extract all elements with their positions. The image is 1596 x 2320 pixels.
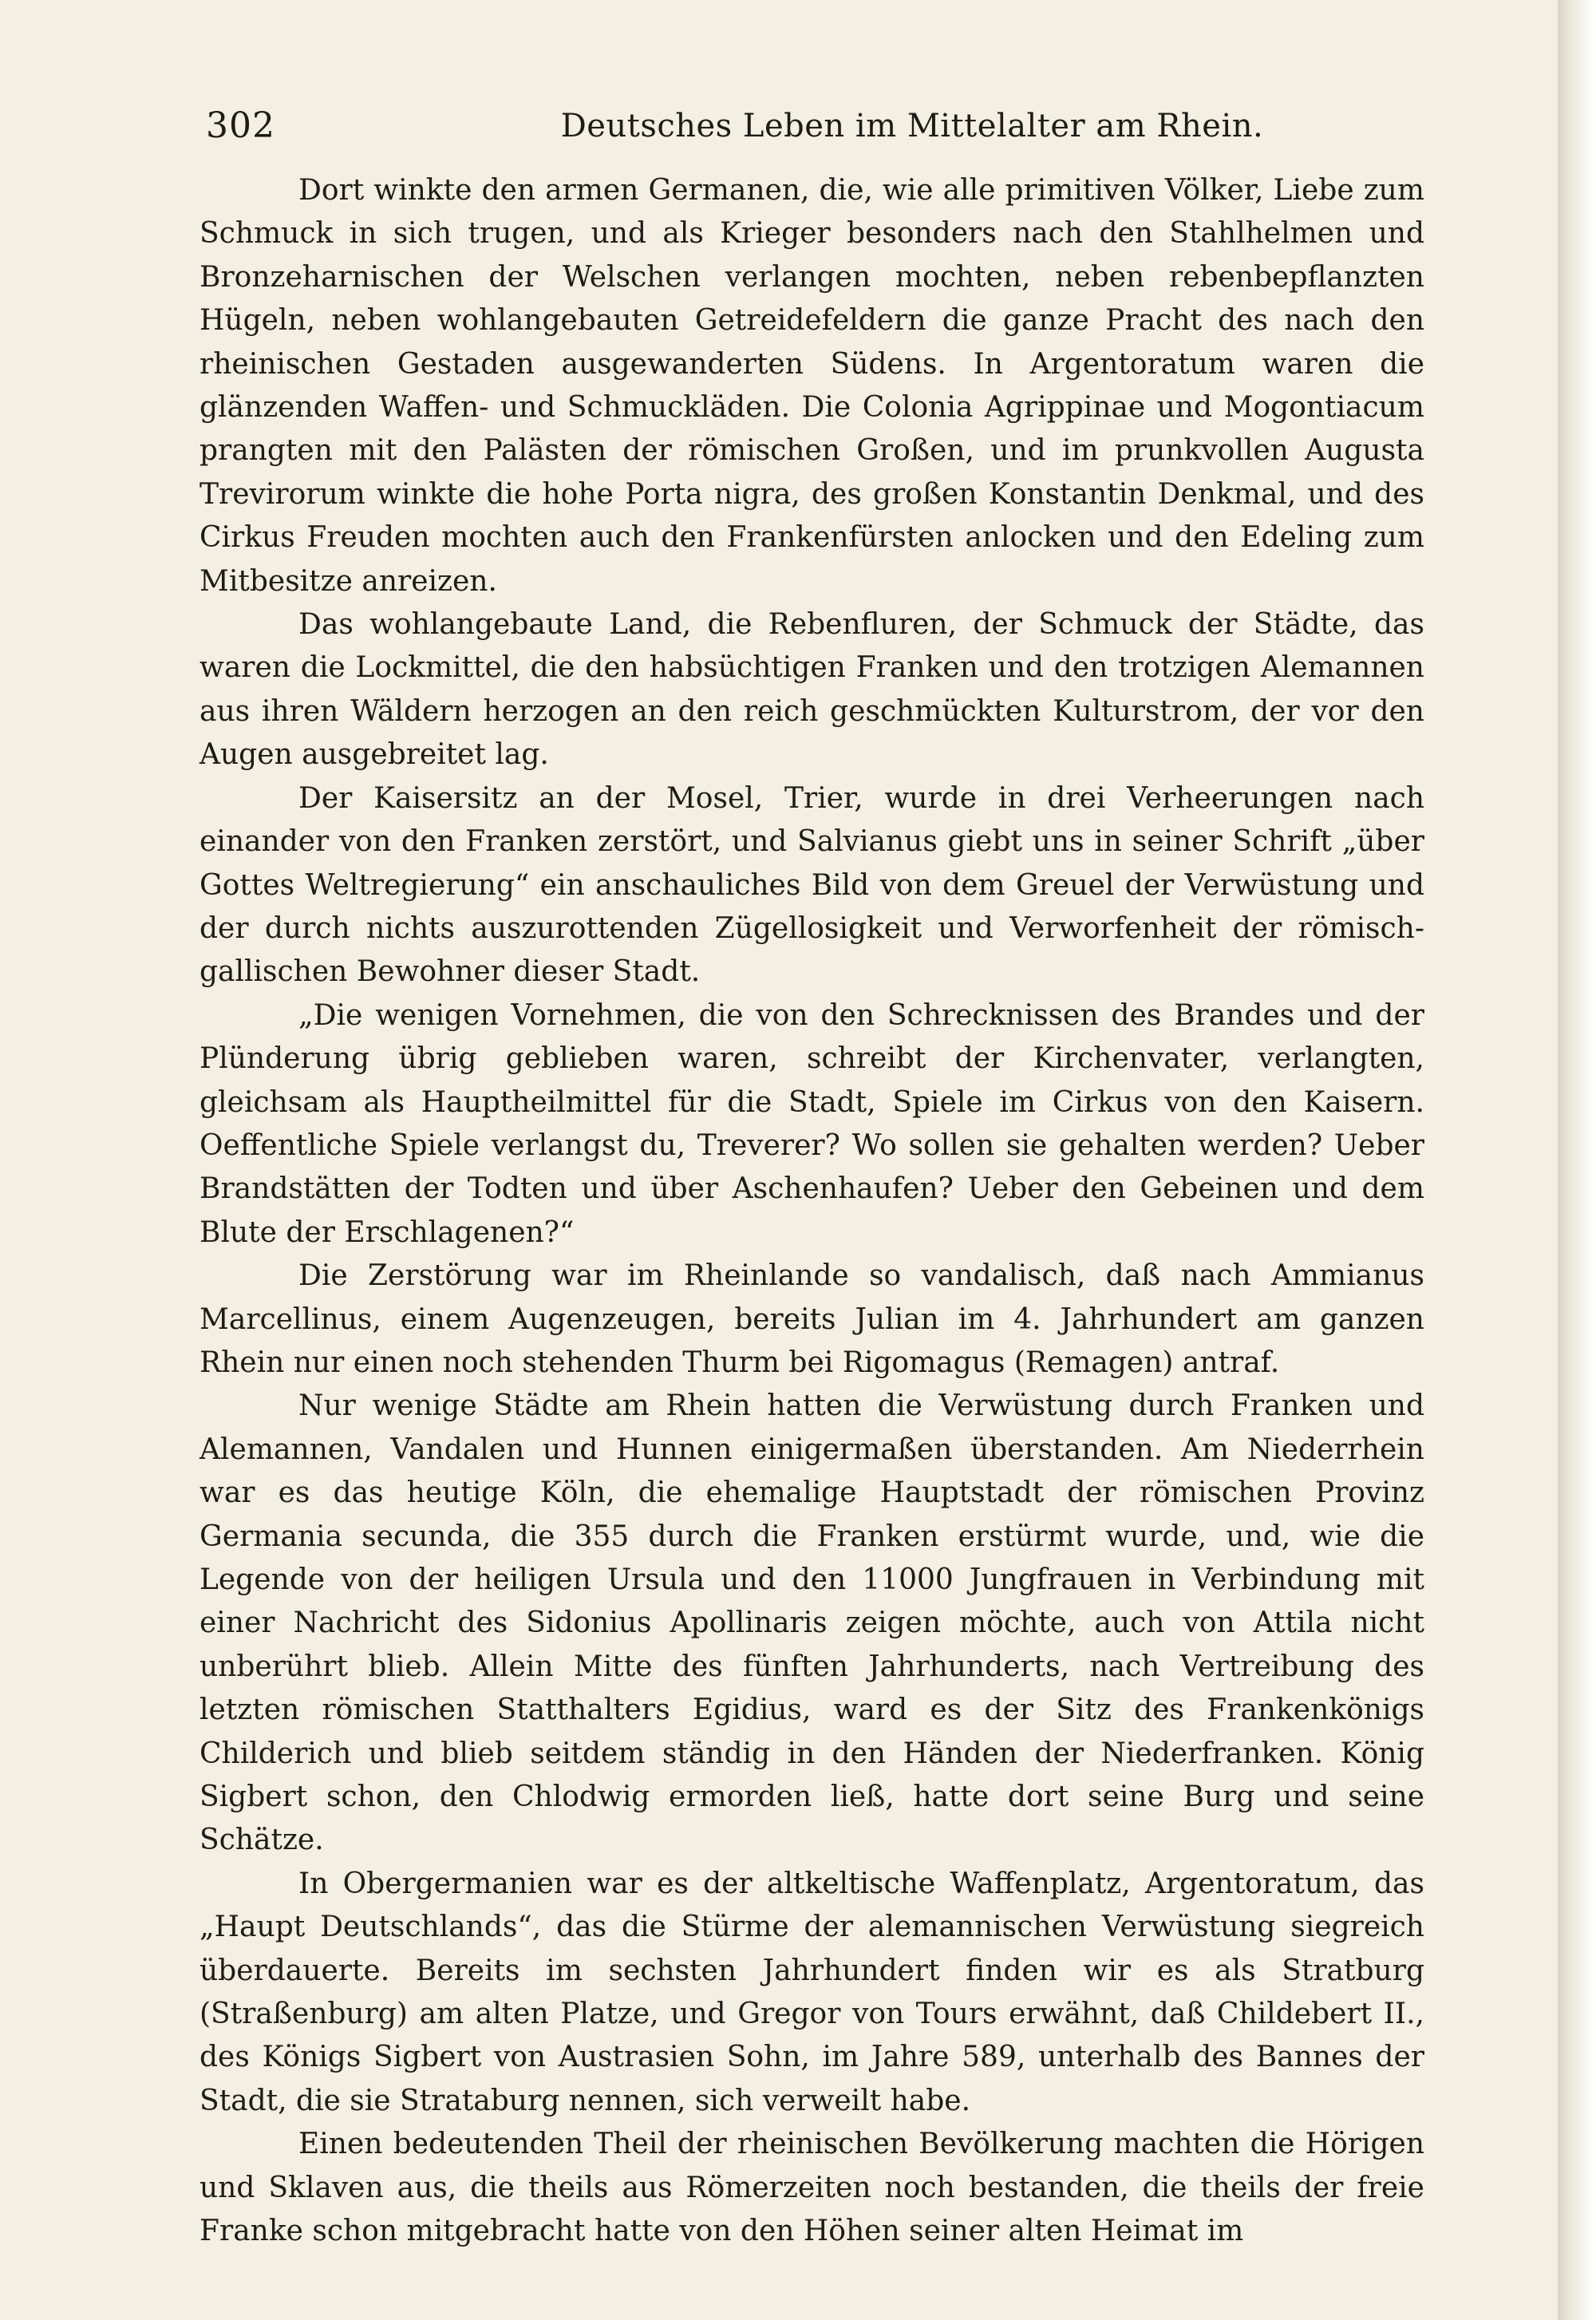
paragraph-2: Das wohlangebaute Land, die Rebenfluren, der Schmuck der Städte, das waren die Lockmittel, die den habsüchtigen Franken und den trotzigen Alemannen aus ihren Wäldern herzogen an den reich geschmückten Kulturstrom, der vor den Augen ausgebreitet lag. [200, 608, 1424, 772]
body-text [200, 169, 1424, 2254]
page-gutter [1558, 0, 1596, 2320]
paragraph-5: Die Zerstörung war im Rheinlande so vandalisch, daß nach Ammianus Marcellinus, einem Augenzeugen, bereits Julian im 4. Jahrhundert am ganzen Rhein nur einen noch stehenden Thurm bei Rigomagus (Remagen) antraf. [200, 1259, 1424, 1379]
page-number: 302 [206, 105, 275, 146]
paragraph-8: Einen bedeutenden Theil der rheinischen Bevölkerung machten die Hörigen und Sklaven aus, die theils aus Römerzeiten noch bestanden, die theils der freie Franke schon mitgebracht hatte von den Höhen seiner alten Heimat im [200, 2128, 1424, 2248]
paragraph-3: Der Kaisersitz an der Mosel, Trier, wurde in drei Verheerungen nach einander von den Franken zerstört, und Salvianus giebt uns in seiner Schrift „über Gottes Weltregierung“ ein anschauliches Bild von dem Greuel der Verwüstung und der durch nichts auszurottenden Zügellosigkeit und Verworfenheit der römisch-gallischen Bewohner dieser Stadt. [200, 781, 1424, 989]
page-header [206, 102, 1427, 150]
paragraph-7: In Obergermanien war es der altkeltische Waffenplatz, Argentoratum, das „Haupt Deutschlands“, das die Stürme der alemannischen Verwüstung siegreich überdauerte. Bereits im sechsten Jahrhundert finden wir es als Stratburg (Straßenburg) am alten Platze, und Gregor von Tours erwähnt, daß Childebert II., des Königs Sigbert von Austrasien Sohn, im Jahre 589, unterhalb des Bannes der Stadt, die sie Strataburg nennen, sich verweilt habe. [200, 1867, 1424, 2117]
running-title: Deutsches Leben im Mittelalter am Rhein. [560, 108, 1264, 144]
paragraph-6: Nur wenige Städte am Rhein hatten die Verwüstung durch Franken und Alemannen, Vandalen und Hunnen einigermaßen überstanden. Am Niederrhein war es das heutige Köln, die ehemalige Hauptstadt der römischen Provinz Germania secunda, die 355 durch die Franken erstürmt wurde, und, wie die Legende von der heiligen Ursula und den 11000 Jungfrauen in Verbindung mit einer Nachricht des Sidonius Apollinaris zeigen möchte, auch von Attila nicht unberührt blieb. Allein Mitte des fünften Jahrhunderts, nach Vertreibung des letzten römischen Statthalters Egidius, ward es der Sitz des Frankenkönigs Childerich und blieb seitdem ständig in den Händen der Niederfranken. König Sigbert schon, den Chlodwig ermorden ließ, hatte dort seine Burg und seine Schätze. [200, 1389, 1424, 1857]
paragraph-1: Dort winkte den armen Germanen, die, wie alle primitiven Völker, Liebe zum Schmuck in sich trugen, und als Krieger besonders nach den Stahlhelmen und Bronzeharnischen der Welschen verlangen mochten, neben rebenbepflanzten Hügeln, neben wohlangebauten Getreidefeldern die ganze Pracht des nach den rheinischen Gestaden ausgewanderten Südens. In Argentoratum waren die glänzenden Waffen- und Schmuckläden. Die Colonia Agrippinae und Mogontiacum prangten mit den Palästen der römischen Großen, und im prunkvollen Augusta Trevirorum winkte die hohe Porta nigra, des großen Konstantin Denkmal, und des Cirkus Freuden mochten auch den Frankenfürsten anlocken und den Edeling zum Mitbesitze anreizen. [200, 174, 1424, 598]
paragraph-4: „Die wenigen Vornehmen, die von den Schrecknissen des Brandes und der Plünderung übrig geblieben waren, schreibt der Kirchenvater, verlangten, gleichsam als Hauptheilmittel für die Stadt, Spiele im Cirkus von den Kaisern. Oeffentliche Spiele verlangst du, Treverer? Wo sollen sie gehalten werden? Ueber Brandstätten der Todten und über Aschenhaufen? Ueber den Gebeinen und dem Blute der Erschlagenen?“ [200, 998, 1424, 1249]
